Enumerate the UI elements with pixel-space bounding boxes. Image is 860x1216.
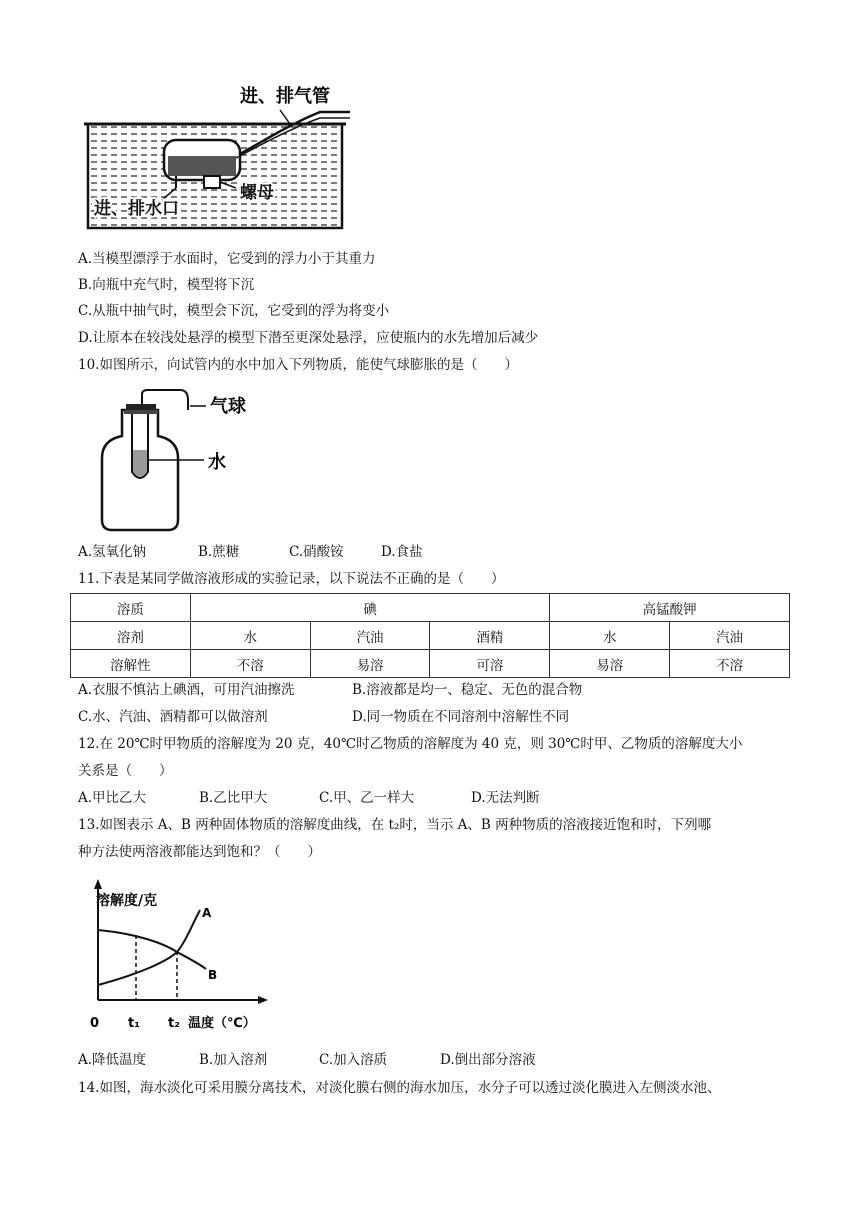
y-axis-label: 溶解度/克 [96, 893, 158, 909]
table-cell: 水 [550, 622, 670, 650]
q11-options-row1 [78, 680, 582, 700]
table-cell: 碘 [190, 594, 549, 622]
inlet-label: 进、排水口 [94, 199, 179, 219]
q11-options-row2 [78, 707, 569, 727]
nut-label: 螺母 [240, 183, 274, 203]
table-row [71, 650, 790, 678]
q10-option-a: A.氢氧化钠 [78, 544, 147, 560]
solubility-curve-figure [80, 875, 280, 1035]
table-row [71, 622, 790, 650]
q11-option-d: D.同一物质在不同溶剂中溶解性不同 [352, 709, 570, 725]
q11-option-a: A.衣服不慎沾上碘酒，可用汽油擦洗 [78, 682, 295, 698]
q13-option-c: C.加入溶质 [319, 1052, 388, 1068]
pipe-label: 进、排气管 [240, 86, 330, 107]
curve-b-label: B [208, 968, 218, 982]
table-cell: 水 [190, 622, 310, 650]
q12-stem-line2: 关系是（ ） [78, 763, 173, 779]
x-axis-label: 温度（℃） [188, 1016, 256, 1031]
table-cell: 易溶 [310, 650, 430, 678]
q13-stem-line2: 种方法使两溶液都能达到饱和？（ ） [78, 844, 321, 860]
test-tube-balloon-figure [100, 388, 260, 533]
q10-options [78, 542, 423, 562]
q12-option-b: B.乙比甲大 [199, 790, 268, 806]
q13-option-a: A.降低温度 [78, 1052, 147, 1068]
t1-tick-label: t₁ [128, 1016, 140, 1031]
water-label: 水 [208, 452, 226, 473]
q13-options [78, 1050, 536, 1070]
table-cell: 不溶 [190, 650, 310, 678]
solubility-table [70, 593, 790, 678]
q11-option-c: C.水、汽油、酒精都可以做溶剂 [78, 709, 268, 725]
t2-tick-label: t₂ [168, 1016, 180, 1031]
table-cell: 酒精 [430, 622, 550, 650]
table-cell: 高锰酸钾 [550, 594, 790, 622]
q10-option-b: B.蔗糖 [198, 544, 240, 560]
q14-stem-line1: 14.如图，海水淡化可采用膜分离技术，对淡化膜右侧的海水加压，水分子可以透过淡化膜进入左侧淡水池、 [78, 1080, 721, 1096]
q9-option-c: C.从瓶中抽气时，模型会下沉，它受到的浮为将变小 [78, 303, 390, 319]
q10-option-d: D.食盐 [381, 544, 423, 560]
origin-label: 0 [90, 1016, 100, 1031]
table-cell: 易溶 [550, 650, 670, 678]
table-cell: 溶剂 [71, 622, 191, 650]
q12-stem-line1: 12.在 20℃时甲物质的溶解度为 20 克，40℃时乙物质的溶解度为 40 克，则 30℃时甲、乙物质的溶解度大小 [78, 736, 743, 752]
q11-stem: 11.下表是某同学做溶液形成的实验记录，以下说法不正确的是（ ） [78, 571, 505, 587]
table-cell: 溶质 [71, 594, 191, 622]
q12-option-a: A.甲比乙大 [78, 790, 147, 806]
q10-stem: 10.如图所示，向试管内的水中加入下列物质，能使气球膨胀的是（ ） [78, 357, 518, 373]
q10-option-c: C.硝酸铵 [289, 544, 344, 560]
table-cell: 可溶 [430, 650, 550, 678]
q12-option-c: C.甲、乙一样大 [319, 790, 415, 806]
submarine-model-figure [80, 82, 360, 232]
balloon-label: 气球 [210, 396, 246, 417]
table-row [71, 594, 790, 622]
q13-option-d: D.倒出部分溶液 [440, 1052, 536, 1068]
curve-a-label: A [202, 906, 212, 920]
q11-option-b: B.溶液都是均一、稳定、无色的混合物 [352, 682, 583, 698]
q12-option-d: D.无法判断 [471, 790, 540, 806]
table-cell: 汽油 [670, 622, 790, 650]
q13-stem-line1: 13.如图表示 A、B 两种固体物质的溶解度曲线，在 t₂时，当示 A、B 两种物质的溶液接近饱和时，下列哪 [78, 817, 712, 833]
q9-option-a: A.当模型漂浮于水面时，它受到的浮力小于其重力 [78, 251, 376, 267]
q12-options [78, 788, 540, 808]
q13-option-b: B.加入溶剂 [199, 1052, 268, 1068]
table-cell: 不溶 [670, 650, 790, 678]
q9-option-b: B.向瓶中充气时，模型将下沉 [78, 277, 255, 293]
q9-option-d: D.让原本在较浅处悬浮的模型下潜至更深处悬浮，应使瓶内的水先增加后减少 [78, 330, 539, 346]
table-cell: 汽油 [310, 622, 430, 650]
table-cell: 溶解性 [71, 650, 191, 678]
